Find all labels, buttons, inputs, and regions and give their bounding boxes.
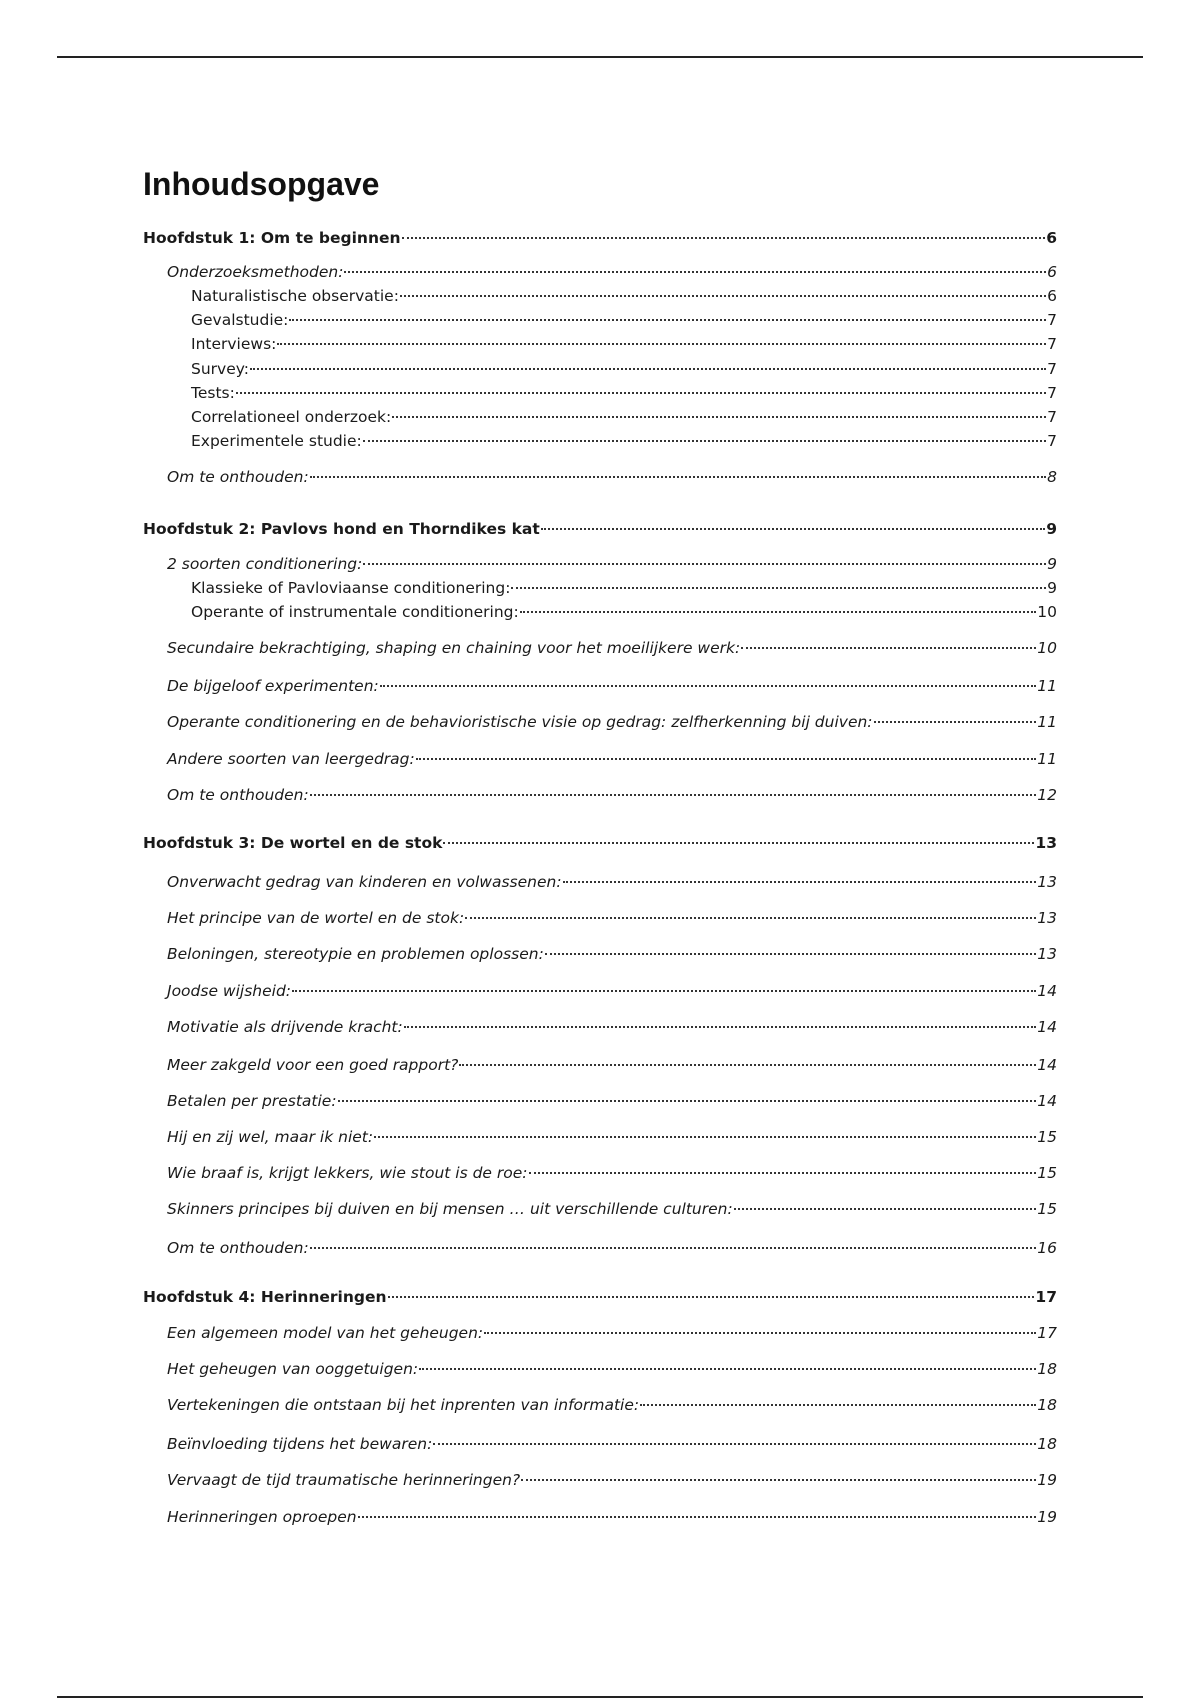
toc-entry[interactable] xyxy=(167,1016,1057,1038)
toc-entry-title: Klassieke of Pavloviaanse conditionering: xyxy=(191,579,511,597)
toc-page-number: 13 xyxy=(1037,873,1057,891)
toc-entry[interactable] xyxy=(167,637,1057,659)
toc-dot-leader xyxy=(545,953,1036,955)
toc-dot-leader xyxy=(521,1479,1036,1481)
toc-entry-title: Survey: xyxy=(191,360,250,378)
toc-dot-leader xyxy=(392,416,1046,418)
toc-page-number: 10 xyxy=(1037,639,1057,657)
toc-entry-title: Om te onthouden: xyxy=(167,786,309,804)
toc-entry-title: Experimentele studie: xyxy=(191,432,362,450)
toc-dot-leader xyxy=(310,1247,1037,1249)
toc-dot-leader xyxy=(363,563,1046,565)
toc-entry[interactable] xyxy=(167,1358,1057,1380)
toc-entry-title: Het geheugen van ooggetuigen: xyxy=(167,1360,419,1378)
toc-entry-title: Wie braaf is, krijgt lekkers, wie stout is de roe: xyxy=(167,1164,528,1182)
toc-dot-leader xyxy=(459,1064,1036,1066)
toc-page-number: 13 xyxy=(1035,834,1057,852)
toc-entry-title: Operante of instrumentale conditionering: xyxy=(191,603,519,621)
toc-dot-leader xyxy=(380,685,1037,687)
toc-chapter-entry[interactable] xyxy=(143,1286,1057,1308)
toc-dot-leader xyxy=(404,1026,1037,1028)
toc-dot-leader xyxy=(484,1332,1036,1334)
toc-page-number: 7 xyxy=(1047,408,1057,426)
toc-entry[interactable] xyxy=(167,1054,1057,1076)
toc-page-number: 16 xyxy=(1037,1239,1057,1257)
toc-entry-title: De bijgeloof experimenten: xyxy=(167,677,379,695)
toc-entry[interactable] xyxy=(167,675,1057,697)
toc-dot-leader xyxy=(443,842,1034,844)
toc-entry[interactable] xyxy=(167,466,1057,488)
toc-dot-leader xyxy=(874,721,1037,723)
toc-entry[interactable] xyxy=(191,406,1057,428)
toc-page-number: 14 xyxy=(1037,1056,1057,1074)
toc-entry[interactable] xyxy=(191,577,1057,599)
toc-entry[interactable] xyxy=(167,1126,1057,1148)
toc-entry-title: Het principe van de wortel en de stok: xyxy=(167,909,465,927)
toc-dot-leader xyxy=(541,528,1045,530)
toc-dot-leader xyxy=(640,1404,1036,1406)
toc-page-number: 7 xyxy=(1047,335,1057,353)
toc-dot-leader xyxy=(529,1172,1037,1174)
toc-entry-title: Hoofdstuk 1: Om te beginnen xyxy=(143,229,401,247)
toc-page-number: 7 xyxy=(1047,384,1057,402)
toc-dot-leader xyxy=(433,1443,1036,1445)
toc-page-number: 7 xyxy=(1047,432,1057,450)
toc-page-number: 7 xyxy=(1047,311,1057,329)
toc-chapter-entry[interactable] xyxy=(143,832,1057,854)
toc-entry[interactable] xyxy=(167,553,1057,575)
toc-dot-leader xyxy=(388,1296,1035,1298)
toc-page-number: 17 xyxy=(1037,1324,1057,1342)
toc-entry-title: Een algemeen model van het geheugen: xyxy=(167,1324,484,1342)
toc-entry[interactable] xyxy=(191,285,1057,307)
toc-entry[interactable] xyxy=(191,358,1057,380)
toc-page-number: 13 xyxy=(1037,909,1057,927)
toc-page-number: 9 xyxy=(1047,579,1057,597)
toc-entry-title: Tests: xyxy=(191,384,235,402)
toc-page-number: 14 xyxy=(1037,1018,1057,1036)
toc-page-number: 9 xyxy=(1047,555,1057,573)
toc-entry-title: Andere soorten van leergedrag: xyxy=(167,750,415,768)
toc-dot-leader xyxy=(236,392,1046,394)
toc-entry-title: Vervaagt de tijd traumatische herinneringen? xyxy=(167,1471,521,1489)
toc-entry-title: Om te onthouden: xyxy=(167,1239,309,1257)
toc-entry-title: Gevalstudie: xyxy=(191,311,289,329)
toc-entry-title: Beïnvloeding tijdens het bewaren: xyxy=(167,1435,433,1453)
toc-entry-title: Om te onthouden: xyxy=(167,468,309,486)
toc-dot-leader xyxy=(310,794,1037,796)
toc-entry[interactable] xyxy=(167,261,1057,283)
toc-entry[interactable] xyxy=(191,333,1057,355)
toc-entry-title: Operante conditionering en de behavioristische visie op gedrag: zelfherkenning bij duiven: xyxy=(167,713,873,731)
toc-entry[interactable] xyxy=(167,784,1057,806)
toc-page-number: 15 xyxy=(1037,1200,1057,1218)
toc-entry[interactable] xyxy=(167,1090,1057,1112)
toc-page-number: 18 xyxy=(1037,1396,1057,1414)
toc-entry[interactable] xyxy=(167,907,1057,929)
toc-entry-title: Vertekeningen die ontstaan bij het inprenten van informatie: xyxy=(167,1396,640,1414)
toc-page-number: 8 xyxy=(1047,468,1057,486)
toc-page-number: 6 xyxy=(1047,263,1057,281)
toc-dot-leader xyxy=(344,271,1046,273)
toc-entry[interactable] xyxy=(191,430,1057,452)
toc-page-number: 12 xyxy=(1037,786,1057,804)
toc-dot-leader xyxy=(465,917,1036,919)
toc-entry[interactable] xyxy=(167,1394,1057,1416)
toc-entry-title: Onderzoeksmethoden: xyxy=(167,263,344,281)
toc-dot-leader xyxy=(250,368,1046,370)
toc-dot-leader xyxy=(277,343,1046,345)
toc-entry-title: Hoofdstuk 2: Pavlovs hond en Thorndikes kat xyxy=(143,520,540,538)
toc-page-number: 11 xyxy=(1037,713,1057,731)
toc-dot-leader xyxy=(374,1136,1036,1138)
toc-entry-title: Secundaire bekrachtiging, shaping en chaining voor het moeilijkere werk: xyxy=(167,639,741,657)
toc-dot-leader xyxy=(289,319,1046,321)
toc-dot-leader xyxy=(338,1100,1037,1102)
toc-page-number: 14 xyxy=(1037,1092,1057,1110)
toc-entry-title: Hoofdstuk 3: De wortel en de stok xyxy=(143,834,443,852)
toc-entry[interactable] xyxy=(167,748,1057,770)
toc-entry[interactable] xyxy=(167,1237,1057,1259)
toc-page-number: 11 xyxy=(1037,750,1057,768)
toc-entry[interactable] xyxy=(167,1162,1057,1184)
page-footer-rule xyxy=(57,1696,1143,1698)
toc-dot-leader xyxy=(511,587,1046,589)
toc-dot-leader xyxy=(563,881,1037,883)
toc-entry-title: Hoofdstuk 4: Herinneringen xyxy=(143,1288,387,1306)
toc-entry[interactable] xyxy=(167,980,1057,1002)
toc-dot-leader xyxy=(520,611,1037,613)
toc-page-number: 6 xyxy=(1046,229,1057,247)
toc-page-number: 18 xyxy=(1037,1360,1057,1378)
toc-page-number: 9 xyxy=(1046,520,1057,538)
toc-dot-leader xyxy=(363,440,1046,442)
toc-page-number: 10 xyxy=(1037,603,1057,621)
toc-entry[interactable] xyxy=(191,382,1057,404)
toc-page-number: 15 xyxy=(1037,1128,1057,1146)
toc-chapter-entry[interactable] xyxy=(143,227,1057,249)
toc-entry-title: Hij en zij wel, maar ik niet: xyxy=(167,1128,374,1146)
toc-entry[interactable] xyxy=(167,871,1057,893)
toc-dot-leader xyxy=(400,295,1046,297)
toc-dot-leader xyxy=(741,647,1036,649)
toc-entry-title: Interviews: xyxy=(191,335,277,353)
toc-dot-leader xyxy=(734,1208,1037,1210)
toc-dot-leader xyxy=(419,1368,1036,1370)
toc-dot-leader xyxy=(358,1516,1037,1518)
toc-entry[interactable] xyxy=(167,1469,1057,1491)
toc-entry-title: Joodse wijsheid: xyxy=(167,982,292,1000)
toc-entry-title: Onverwacht gedrag van kinderen en volwassenen: xyxy=(167,873,562,891)
toc-dot-leader xyxy=(310,476,1046,478)
toc-page-number: 13 xyxy=(1037,945,1057,963)
toc-entry[interactable] xyxy=(167,1433,1057,1455)
toc-entry[interactable] xyxy=(191,309,1057,331)
toc-page-number: 18 xyxy=(1037,1435,1057,1453)
toc-entry-title: Naturalistische observatie: xyxy=(191,287,399,305)
toc-entry[interactable] xyxy=(167,943,1057,965)
toc-entry[interactable] xyxy=(191,601,1057,623)
toc-entry-title: Betalen per prestatie: xyxy=(167,1092,337,1110)
toc-entry-title: Beloningen, stereotypie en problemen oplossen: xyxy=(167,945,544,963)
toc-entry[interactable] xyxy=(167,711,1057,733)
toc-page-number: 17 xyxy=(1035,1288,1057,1306)
toc-dot-leader xyxy=(416,758,1037,760)
toc-entry-title: Meer zakgeld voor een goed rapport? xyxy=(167,1056,459,1074)
toc-page-number: 11 xyxy=(1037,677,1057,695)
toc-page-number: 6 xyxy=(1047,287,1057,305)
toc-entry-title: 2 soorten conditionering: xyxy=(167,555,363,573)
toc-page-number: 19 xyxy=(1037,1508,1057,1526)
toc-page-number: 14 xyxy=(1037,982,1057,1000)
toc-page-number: 7 xyxy=(1047,360,1057,378)
toc-page-number: 15 xyxy=(1037,1164,1057,1182)
toc-entry[interactable] xyxy=(167,1506,1057,1528)
toc-entry[interactable] xyxy=(167,1198,1057,1220)
toc-entry-title: Correlationeel onderzoek: xyxy=(191,408,392,426)
toc-dot-leader xyxy=(402,237,1046,239)
toc-dot-leader xyxy=(292,990,1036,992)
toc-page-number: 19 xyxy=(1037,1471,1057,1489)
page-title: Inhoudsopgave xyxy=(143,166,380,202)
toc-chapter-entry[interactable] xyxy=(143,518,1057,540)
toc-entry-title: Herinneringen oproepen xyxy=(167,1508,357,1526)
toc-entry[interactable] xyxy=(167,1322,1057,1344)
toc-entry-title: Skinners principes bij duiven en bij mensen … uit verschillende culturen: xyxy=(167,1200,733,1218)
toc-entry-title: Motivatie als drijvende kracht: xyxy=(167,1018,403,1036)
